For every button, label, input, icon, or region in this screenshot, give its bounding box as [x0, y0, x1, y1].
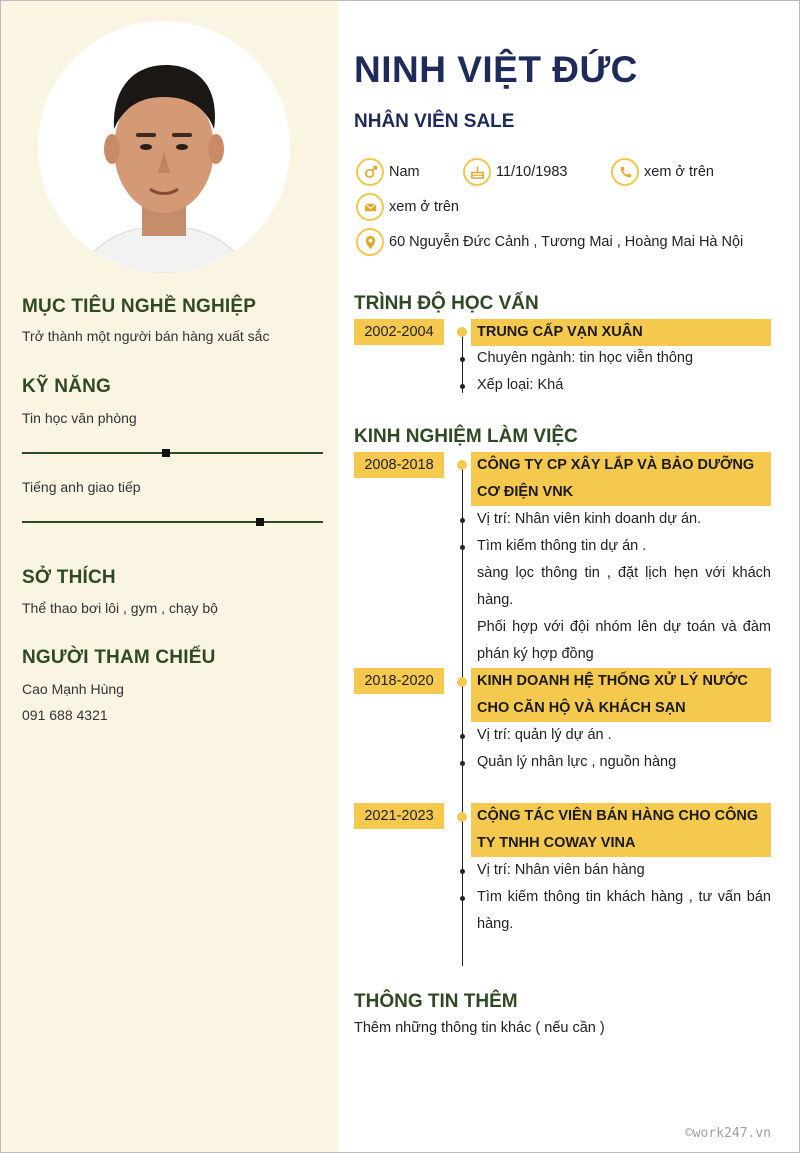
experience-heading: KINH NGHIỆM LÀM VIỆC: [354, 426, 578, 447]
education-years: 2002-2004: [354, 319, 444, 345]
phone-value: xem ở trên: [644, 164, 714, 180]
gender-value: Nam: [389, 164, 420, 180]
experience-detail: sàng lọc thông tin , đặt lịch hẹn với khách hàng.: [477, 565, 771, 608]
timeline-dot: [460, 761, 465, 766]
timeline-dot: [457, 327, 467, 337]
skill-level-bar: [22, 521, 323, 523]
experience-detail: Tìm kiếm thông tin dự án .: [477, 538, 647, 554]
experience-years: 2018-2020: [354, 668, 444, 694]
skill-level-bar: [22, 452, 323, 454]
watermark: ©work247.vn: [684, 1126, 771, 1141]
birthday-value: 11/10/1983: [496, 164, 568, 180]
experience-detail: Vị trí: Nhân viên bán hàng: [477, 862, 645, 878]
timeline-dot: [460, 357, 465, 362]
objective-text: Trở thành một người bán hàng xuất sắc: [22, 328, 270, 344]
references-section: [22, 647, 322, 723]
experience-years: 2021-2023: [354, 803, 444, 829]
timeline-dot: [457, 460, 467, 470]
timeline-dot: [460, 896, 465, 901]
skill-label: Tin học văn phòng: [22, 410, 137, 426]
additional-heading: THÔNG TIN THÊM: [354, 991, 518, 1012]
phone-icon: [611, 158, 639, 186]
experience-years: 2008-2018: [354, 452, 444, 478]
experience-company: KINH DOANH HỆ THỐNG XỬ LÝ NƯỚC CHO CĂN HỘ VÀ KHÁCH SẠN: [471, 668, 771, 722]
reference-name: Cao Mạnh Hùng: [22, 681, 124, 697]
timeline-dot: [457, 812, 467, 822]
timeline-dot: [460, 545, 465, 550]
sidebar: [1, 1, 338, 1153]
experience-timeline: [462, 464, 463, 966]
timeline-dot: [460, 518, 465, 523]
education-heading: TRÌNH ĐỘ HỌC VẤN: [354, 293, 539, 314]
experience-detail: Quản lý nhân lực , nguồn hàng: [477, 754, 677, 770]
timeline-dot: [460, 384, 465, 389]
education-detail: Xếp loại: Khá: [477, 377, 564, 393]
timeline-dot: [460, 869, 465, 874]
email-icon: [356, 193, 384, 221]
hobbies-section: [22, 567, 322, 616]
email-value: xem ở trên: [389, 199, 459, 215]
additional-text: Thêm những thông tin khác ( nếu cần ): [354, 1020, 605, 1036]
gender-icon: [356, 158, 384, 186]
gender-info: [356, 158, 420, 186]
job-title: NHÂN VIÊN SALE: [354, 111, 515, 132]
hobbies-heading: SỞ THÍCH: [22, 567, 116, 588]
skill-level-marker: [162, 449, 170, 457]
experience-detail: Vị trí: Nhân viên kinh doanh dự án.: [477, 511, 702, 527]
hobbies-text: Thể thao bơi lôi , gym , chạy bộ: [22, 600, 218, 616]
references-heading: NGƯỜI THAM CHIẾU: [22, 647, 216, 668]
email-info: [356, 193, 459, 221]
profile-photo: [38, 21, 290, 273]
skills-heading: KỸ NĂNG: [22, 376, 112, 397]
birthday-info: [463, 158, 568, 186]
timeline-dot: [460, 734, 465, 739]
location-icon: [356, 228, 384, 256]
address-value: 60 Nguyễn Đức Cảnh , Tương Mai , Hoàng Mai Hà Nội: [389, 234, 744, 250]
experience-detail: Tìm kiếm thông tin khách hàng , tư vấn bán hàng.: [477, 889, 771, 932]
experience-company: CỘNG TÁC VIÊN BÁN HÀNG CHO CÔNG TY TNHH COWAY VINA: [471, 803, 771, 857]
reference-phone: 091 688 4321: [22, 707, 108, 723]
education-detail: Chuyên ngành: tin học viễn thông: [477, 350, 694, 366]
education-school: TRUNG CẤP VẠN XUÂN: [471, 319, 771, 346]
skills-section: [22, 376, 322, 495]
birthday-cake-icon: [463, 158, 491, 186]
timeline-dot: [457, 677, 467, 687]
experience-detail: Vị trí: quản lý dự án .: [477, 727, 612, 743]
objective-section: [22, 296, 322, 344]
skill-label: Tiếng anh giao tiếp: [22, 479, 141, 495]
objective-heading: MỤC TIÊU NGHỀ NGHIỆP: [22, 296, 257, 317]
experience-detail: Phối hợp với đội nhóm lên dự toán và đàm phán ký hợp đồng: [477, 619, 771, 662]
experience-company: CÔNG TY CP XÂY LẮP VÀ BẢO DƯỠNG CƠ ĐIỆN VNK: [471, 452, 771, 506]
candidate-name: NINH VIỆT ĐỨC: [354, 49, 638, 90]
phone-info: [611, 158, 714, 186]
address-info: [356, 228, 743, 256]
skill-level-marker: [256, 518, 264, 526]
